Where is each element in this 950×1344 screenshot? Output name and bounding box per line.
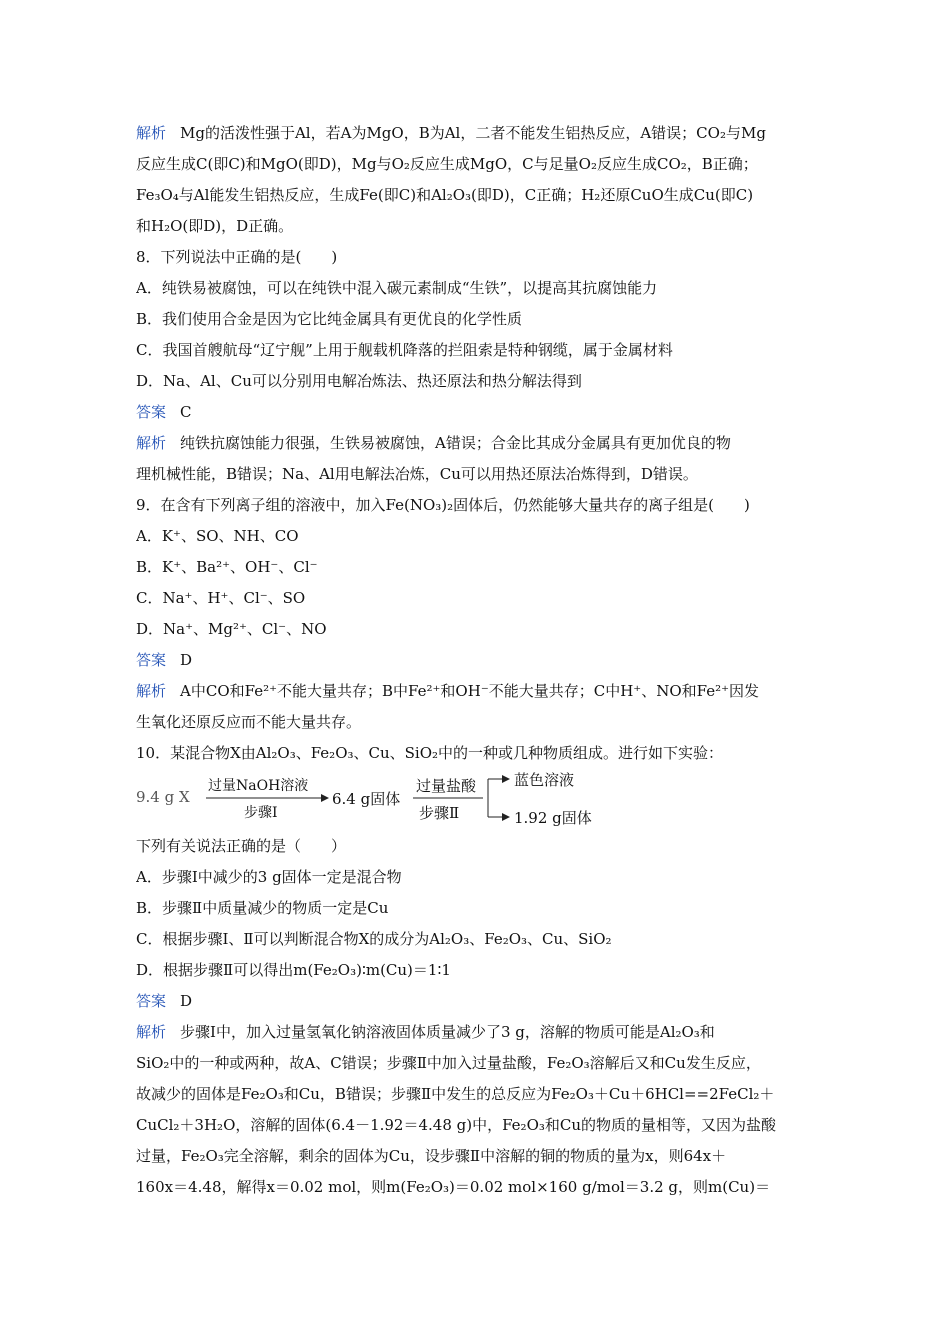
line-text: 纯铁抗腐蚀能力很强，生铁易被腐蚀，A错误；合金比其成分金属具有更加优良的物 bbox=[180, 434, 731, 452]
line-text: 过量，Fe₂O₃完全溶解，剩余的固体为Cu，设步骤Ⅱ中溶解的铜的物质的量为x，则64x＋ bbox=[136, 1147, 727, 1165]
text-line bbox=[136, 676, 816, 707]
line-text: D．Na、Al、Cu可以分别用电解冶炼法、热还原法和热分解法得到 bbox=[136, 372, 582, 390]
text-line bbox=[136, 490, 816, 521]
flow-step-1: 步骤Ⅰ bbox=[244, 805, 278, 821]
text-line bbox=[136, 242, 816, 273]
line-text: D．Na⁺、Mg²⁺、Cl⁻、NO bbox=[136, 620, 327, 638]
flow-output-1: 蓝色溶液 bbox=[514, 771, 575, 789]
line-text: A中CO和Fe²⁺不能大量共存；B中Fe²⁺和OH⁻不能大量共存；C中H⁺、NO和Fe²⁺因发 bbox=[180, 682, 760, 700]
text-line bbox=[136, 428, 816, 459]
text-line bbox=[136, 397, 816, 428]
text-line bbox=[136, 831, 816, 862]
text-line bbox=[136, 738, 816, 769]
text-line bbox=[136, 924, 816, 955]
line-text: 9．在含有下列离子组的溶液中，加入Fe(NO₃)₂固体后，仍然能够大量共存的离子组是( ) bbox=[136, 496, 750, 514]
text-line bbox=[136, 583, 816, 614]
answer-label: 答案 bbox=[136, 403, 167, 421]
flow-reagent-2: 过量盐酸 bbox=[416, 777, 477, 795]
line-text: C bbox=[180, 403, 192, 421]
line-text: Fe₃O₄与Al能发生铝热反应，生成Fe(即C)和Al₂O₃(即D)，C正确；H₂还原CuO生成Cu(即C) bbox=[136, 186, 754, 204]
line-text: D bbox=[180, 651, 193, 669]
line-text: B．步骤Ⅱ中质量减少的物质一定是Cu bbox=[136, 899, 389, 917]
line-text: C．我国首艘航母“辽宁舰”上用于舰载机降落的拦阻索是特种钢缆，属于金属材料 bbox=[136, 341, 673, 359]
flow-mid: 6.4 g固体 bbox=[332, 790, 401, 808]
flow-step-2: 步骤Ⅱ bbox=[419, 804, 460, 822]
text-line bbox=[136, 273, 816, 304]
text-line bbox=[136, 707, 816, 738]
line-text: D bbox=[180, 992, 193, 1010]
text-line bbox=[136, 955, 816, 986]
line-text: C．Na⁺、H⁺、Cl⁻、SO bbox=[136, 589, 306, 607]
flow-output-2: 1.92 g固体 bbox=[514, 809, 592, 827]
line-text: CuCl₂＋3H₂O，溶解的固体(6.4－1.92＝4.48 g)中，Fe₂O₃和Cu的物质的量相等，又因为盐酸 bbox=[136, 1116, 777, 1134]
line-text: 8．下列说法中正确的是( ) bbox=[136, 248, 338, 266]
line-text: 生氧化还原反应而不能大量共存。 bbox=[136, 713, 362, 731]
line-text: SiO₂中的一种或两种，故A、C错误；步骤Ⅱ中加入过量盐酸，Fe₂O₃溶解后又和Cu发生反应， bbox=[136, 1054, 761, 1072]
text-line bbox=[136, 1079, 816, 1110]
line-text: D．根据步骤Ⅱ可以得出m(Fe₂O₃)∶m(Cu)＝1∶1 bbox=[136, 961, 451, 979]
line-text: A．纯铁易被腐蚀，可以在纯铁中混入碳元素制成“生铁”，以提高其抗腐蚀能力 bbox=[136, 279, 658, 297]
text-line bbox=[136, 335, 816, 366]
line-text: 步骤Ⅰ中，加入过量氢氧化钠溶液固体质量减少了3 g，溶解的物质可能是Al₂O₃和 bbox=[180, 1023, 715, 1041]
text-line bbox=[136, 366, 816, 397]
text-line bbox=[136, 459, 816, 490]
answer-label: 答案 bbox=[136, 651, 167, 669]
line-text: 故减少的固体是Fe₂O₃和Cu，B错误；步骤Ⅱ中发生的总反应为Fe₂O₃＋Cu＋6HCl==2FeCl₂＋ bbox=[136, 1085, 775, 1103]
text-line bbox=[136, 1048, 816, 1079]
line-text: B．K⁺、Ba²⁺、OH⁻、Cl⁻ bbox=[136, 558, 318, 576]
text-line bbox=[136, 1141, 816, 1172]
line-text: A．K⁺、SO、NH、CO bbox=[136, 527, 299, 545]
line-text: 10．某混合物X由Al₂O₃、Fe₂O₃、Cu、SiO₂中的一种或几种物质组成。进行如下实验： bbox=[136, 744, 724, 762]
text-line bbox=[136, 149, 816, 180]
text-block-before-diagram bbox=[136, 118, 816, 769]
text-line bbox=[136, 1017, 816, 1048]
line-text: Mg的活泼性强于Al，若A为MgO，B为Al，二者不能发生铝热反应，A错误；CO₂与Mg bbox=[180, 124, 766, 142]
text-line bbox=[136, 614, 816, 645]
text-line bbox=[136, 1110, 816, 1141]
line-text: 160x＝4.48，解得x＝0.02 mol，则m(Fe₂O₃)＝0.02 mol×160 g/mol＝3.2 g，则m(Cu)＝ bbox=[136, 1178, 771, 1196]
text-block-after-diagram bbox=[136, 831, 816, 1203]
text-line bbox=[136, 986, 816, 1017]
text-line bbox=[136, 645, 816, 676]
flow-reagent-1: 过量NaOH溶液 bbox=[208, 778, 309, 794]
text-line bbox=[136, 118, 816, 149]
analysis-label: 解析 bbox=[136, 682, 167, 700]
text-line bbox=[136, 211, 816, 242]
answer-label: 答案 bbox=[136, 992, 167, 1010]
analysis-label: 解析 bbox=[136, 434, 167, 452]
line-text: 和H₂O(即D)，D正确。 bbox=[136, 217, 294, 235]
analysis-label: 解析 bbox=[136, 124, 167, 142]
line-text: 下列有关说法正确的是（ ） bbox=[136, 837, 347, 855]
experiment-flow-diagram bbox=[136, 771, 816, 829]
document-page bbox=[136, 118, 816, 1203]
line-text: 反应生成C(即C)和MgO(即D)，Mg与O₂反应生成MgO，C与足量O₂反应生成CO₂，B正确； bbox=[136, 155, 758, 173]
text-line bbox=[136, 521, 816, 552]
text-line bbox=[136, 893, 816, 924]
line-text: A．步骤Ⅰ中减少的3 g固体一定是混合物 bbox=[136, 868, 402, 886]
line-text: C．根据步骤Ⅰ、Ⅱ可以判断混合物X的成分为Al₂O₃、Fe₂O₃、Cu、SiO₂ bbox=[136, 930, 612, 948]
text-line bbox=[136, 552, 816, 583]
text-line bbox=[136, 180, 816, 211]
text-line bbox=[136, 862, 816, 893]
line-text: 理机械性能，B错误；Na、Al用电解法冶炼，Cu可以用热还原法冶炼得到，D错误。 bbox=[136, 465, 698, 483]
line-text: B．我们使用合金是因为它比纯金属具有更优良的化学性质 bbox=[136, 310, 523, 328]
flow-start: 9.4 g X bbox=[136, 788, 190, 806]
text-line bbox=[136, 304, 816, 335]
text-line bbox=[136, 1172, 816, 1203]
analysis-label: 解析 bbox=[136, 1023, 167, 1041]
